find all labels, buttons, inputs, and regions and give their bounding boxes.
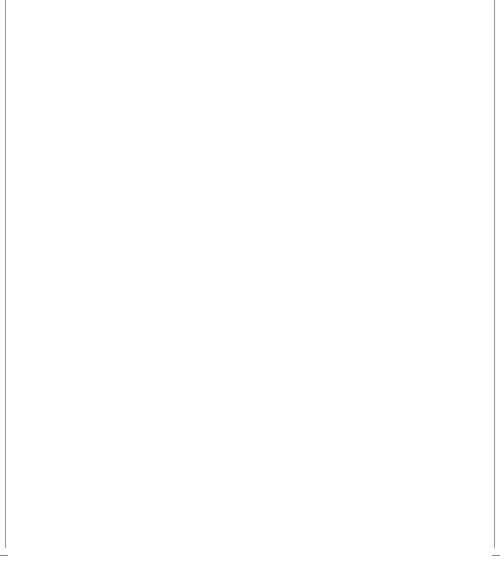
- page-edge-left: [5, 0, 6, 548]
- crop-mark-left: [0, 555, 8, 556]
- crop-mark-right: [492, 555, 500, 556]
- page-edge-right: [494, 0, 495, 548]
